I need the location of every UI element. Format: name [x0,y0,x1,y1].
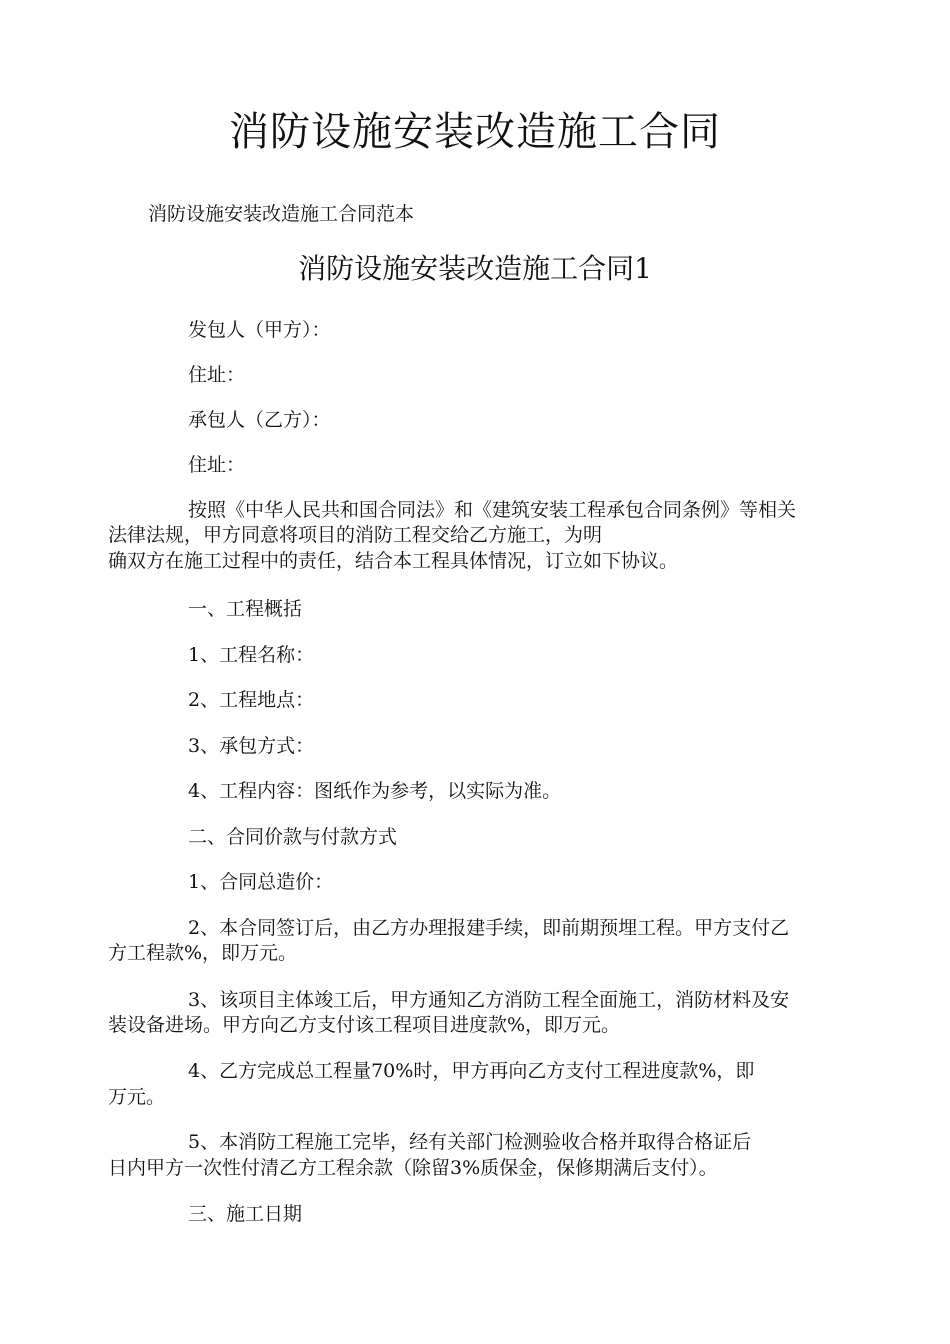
chapter-1-item-4: 4、工程内容：图纸作为参考，以实际为准。 [188,780,562,802]
party-b-address-line: 住址： [188,454,246,476]
party-a-line: 发包人（甲方）： [188,319,331,341]
chapter-2-item-3-line-1: 3、该项目主体竣工后，甲方通知乙方消防工程全面施工，消防材料及安 [188,989,790,1011]
preamble-line-3: 确双方在施工过程中的责任，结合本工程具体情况，订立如下协议。 [108,550,679,572]
document-subtitle: 消防设施安装改造施工合同范本 [148,203,415,225]
chapter-2-item-1: 1、合同总造价： [188,871,334,893]
chapter-2-item-2-line-2: 方工程款%，即万元。 [108,942,298,964]
chapter-1-item-3: 3、承包方式： [188,735,315,757]
preamble-line-1: 按照《中华人民共和国合同法》和《建筑安装工程承包合同条例》等相关 [188,499,797,521]
chapter-1-item-2: 2、工程地点： [188,689,315,711]
document-title: 消防设施安装改造施工合同 [229,109,721,155]
chapter-2-item-2-line-1: 2、本合同签订后，由乙方办理报建手续，即前期预埋工程。甲方支付乙 [188,917,790,939]
chapter-2-item-4-line-1: 4、乙方完成总工程量70%时，甲方再向乙方支付工程进度款%，即 [188,1060,755,1082]
chapter-2-item-5-line-1: 5、本消防工程施工完毕，经有关部门检测验收合格并取得合格证后 [188,1131,752,1153]
chapter-2-item-5-line-2: 日内甲方一次性付清乙方工程余款（除留3%质保金，保修期满后支付）。 [108,1157,718,1179]
chapter-2-item-4-line-2: 万元。 [108,1086,166,1108]
chapter-3-heading: 三、施工日期 [188,1203,303,1225]
chapter-2-item-3-line-2: 装设备进场。甲方向乙方支付该工程项目进度款%，即万元。 [108,1014,621,1036]
contract-section-title: 消防设施安装改造施工合同1 [298,252,652,285]
party-a-address-line: 住址： [188,364,246,386]
chapter-2-heading: 二、合同价款与付款方式 [188,826,398,848]
preamble-line-2: 法律法规，甲方同意将项目的消防工程交给乙方施工，为明 [108,524,603,546]
chapter-1-heading: 一、工程概括 [188,598,303,620]
chapter-1-item-1: 1、工程名称： [188,644,315,666]
party-b-line: 承包人（乙方）： [188,409,331,431]
